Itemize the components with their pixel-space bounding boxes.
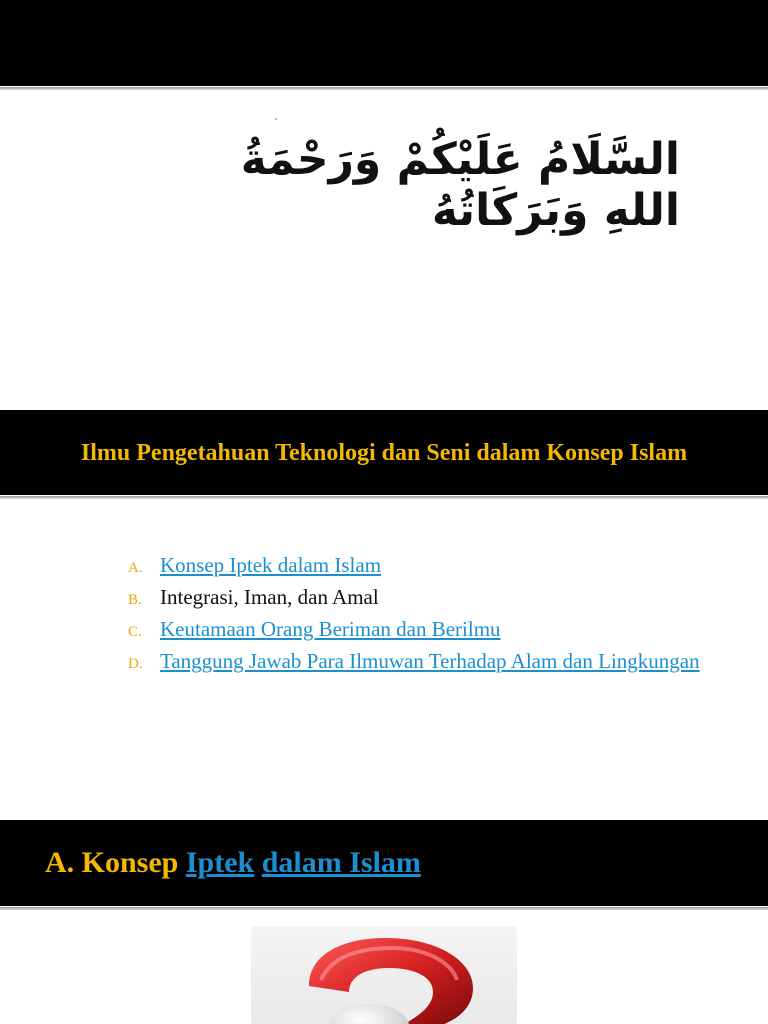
section-header-band (0, 820, 768, 906)
decorative-dot (275, 118, 277, 120)
toc-link-tanggung-jawab[interactable]: Tanggung Jawab Para Ilmuwan Terhadap Alam dan Lingkungan (160, 649, 700, 673)
toc-item-b (128, 585, 748, 612)
section-heading-link-dalam-islam[interactable]: dalam Islam (261, 846, 421, 879)
slide-divider (0, 907, 768, 910)
toc-link-konsep-iptek[interactable]: Konsep Iptek dalam Islam (160, 553, 382, 577)
slide-title: Ilmu Pengetahuan Teknologi dan Seni dalam Konsep Islam (80, 439, 688, 466)
question-mark-icon (251, 926, 517, 1024)
table-of-contents (128, 553, 748, 681)
toc-link-keutamaan[interactable]: Keutamaan Orang Beriman dan Berilmu (160, 617, 501, 641)
slide-divider (0, 496, 768, 499)
section-heading-prefix: A. Konsep (45, 846, 179, 879)
toc-marker: A. (128, 560, 143, 576)
toc-marker: B. (128, 592, 142, 608)
toc-marker: D. (128, 656, 143, 672)
toc-marker: C. (128, 624, 142, 640)
toc-item-d (128, 649, 748, 676)
slide-title-band (0, 410, 768, 495)
section-heading (45, 846, 421, 880)
section-heading-link-iptek[interactable]: Iptek (185, 846, 255, 879)
slide-divider (0, 87, 768, 90)
toc-text-integrasi: Integrasi, Iman, dan Amal (160, 585, 379, 609)
question-mark-image (251, 926, 517, 1024)
slide-header-band (0, 0, 768, 86)
toc-item-c (128, 617, 748, 644)
arabic-greeting-calligraphy: السَّلَامُ عَلَيْكُمْ وَرَحْمَةُ اللهِ وَبَرَكَاتُهُ (240, 134, 680, 236)
toc-item-a (128, 553, 748, 580)
